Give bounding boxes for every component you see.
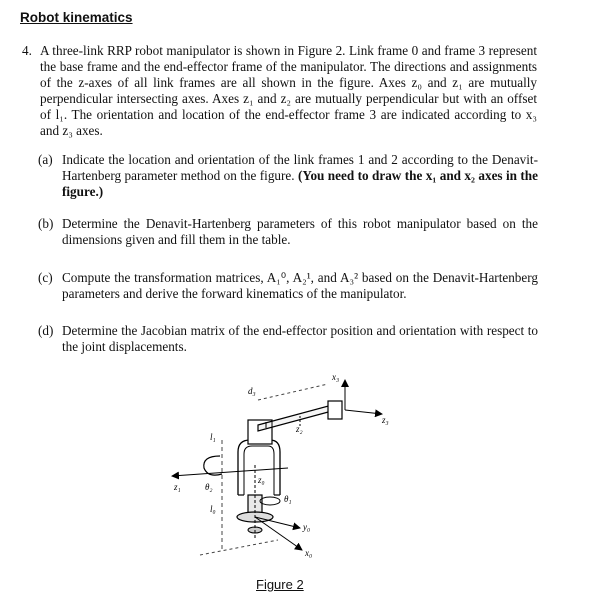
part-text: Compute the transformation matrices, A₁⁰, A₂¹, and A₃² based on the Denavit-Hartenberg parameters and derive the forward kinematics of the manipulator. <box>62 270 538 301</box>
question-body: A three-link RRP robot manipulator is shown in Figure 2. Link frame 0 and frame 3 represent the base frame and the end-effector frame of the manipulator. The directions and assignments of the z-axes of all link frames are all shown in the figure. Axes z₀ and z₁ are mutually perpendicular intersecting axes. Axes z₁ and z₂ are mutually perpendicular but with an offset of l₁. The orientation and location of the end-effector frame 3 are indicated according to x₃ and z₃ axes. <box>40 43 537 138</box>
z3-label: z₃ <box>382 415 389 425</box>
theta2-label: θ₂ <box>205 482 213 492</box>
part-label: (d) <box>38 323 54 338</box>
theta1-rotation-arrow <box>260 497 280 505</box>
y0-label: y₀ <box>303 522 311 532</box>
prismatic-arm <box>258 405 332 431</box>
part-emphasis: (You need to draw the x₁ and x₂ axes in the figure.) <box>62 168 538 199</box>
part-label: (b) <box>38 216 54 231</box>
x0-label: x₀ <box>305 548 313 558</box>
end-effector <box>328 401 342 419</box>
figure-caption: Figure 2 <box>256 577 304 592</box>
l0-label: l₀ <box>210 504 216 514</box>
part-text: Indicate the location and orientation of the link frames 1 and 2 according to the Denavit-Hartenberg parameter method on the figure. (You need to draw the x₁ and x₂ axes in the figure.) <box>62 152 538 199</box>
y0-axis <box>255 517 300 528</box>
part-text: Determine the Denavit-Hartenberg parameters of this robot manipulator based on the dimensions given and fill them in the table. <box>62 216 538 247</box>
l1-label: l₁ <box>210 432 216 442</box>
x3-label: x₃ <box>332 372 340 382</box>
z1-label: z₁ <box>174 482 181 492</box>
part-label: (a) <box>38 152 53 167</box>
part-text: Determine the Jacobian matrix of the end-effector position and orientation with respect to the joint displacements. <box>62 323 538 354</box>
z0-label: z₀ <box>258 475 265 485</box>
section-heading: Robot kinematics <box>20 10 133 25</box>
robot-manipulator-figure <box>160 370 560 570</box>
z3-axis <box>345 410 382 414</box>
d3-label: d₃ <box>248 386 256 396</box>
d3-dimension-line <box>258 384 328 400</box>
question-number: 4. <box>22 43 32 58</box>
part-label: (c) <box>38 270 53 285</box>
z2-label: z₂ <box>296 424 303 434</box>
base-dashed-line <box>200 540 278 555</box>
z1-axis <box>172 468 288 476</box>
theta1-label: θ₁ <box>284 494 292 504</box>
x0-axis <box>255 517 302 550</box>
